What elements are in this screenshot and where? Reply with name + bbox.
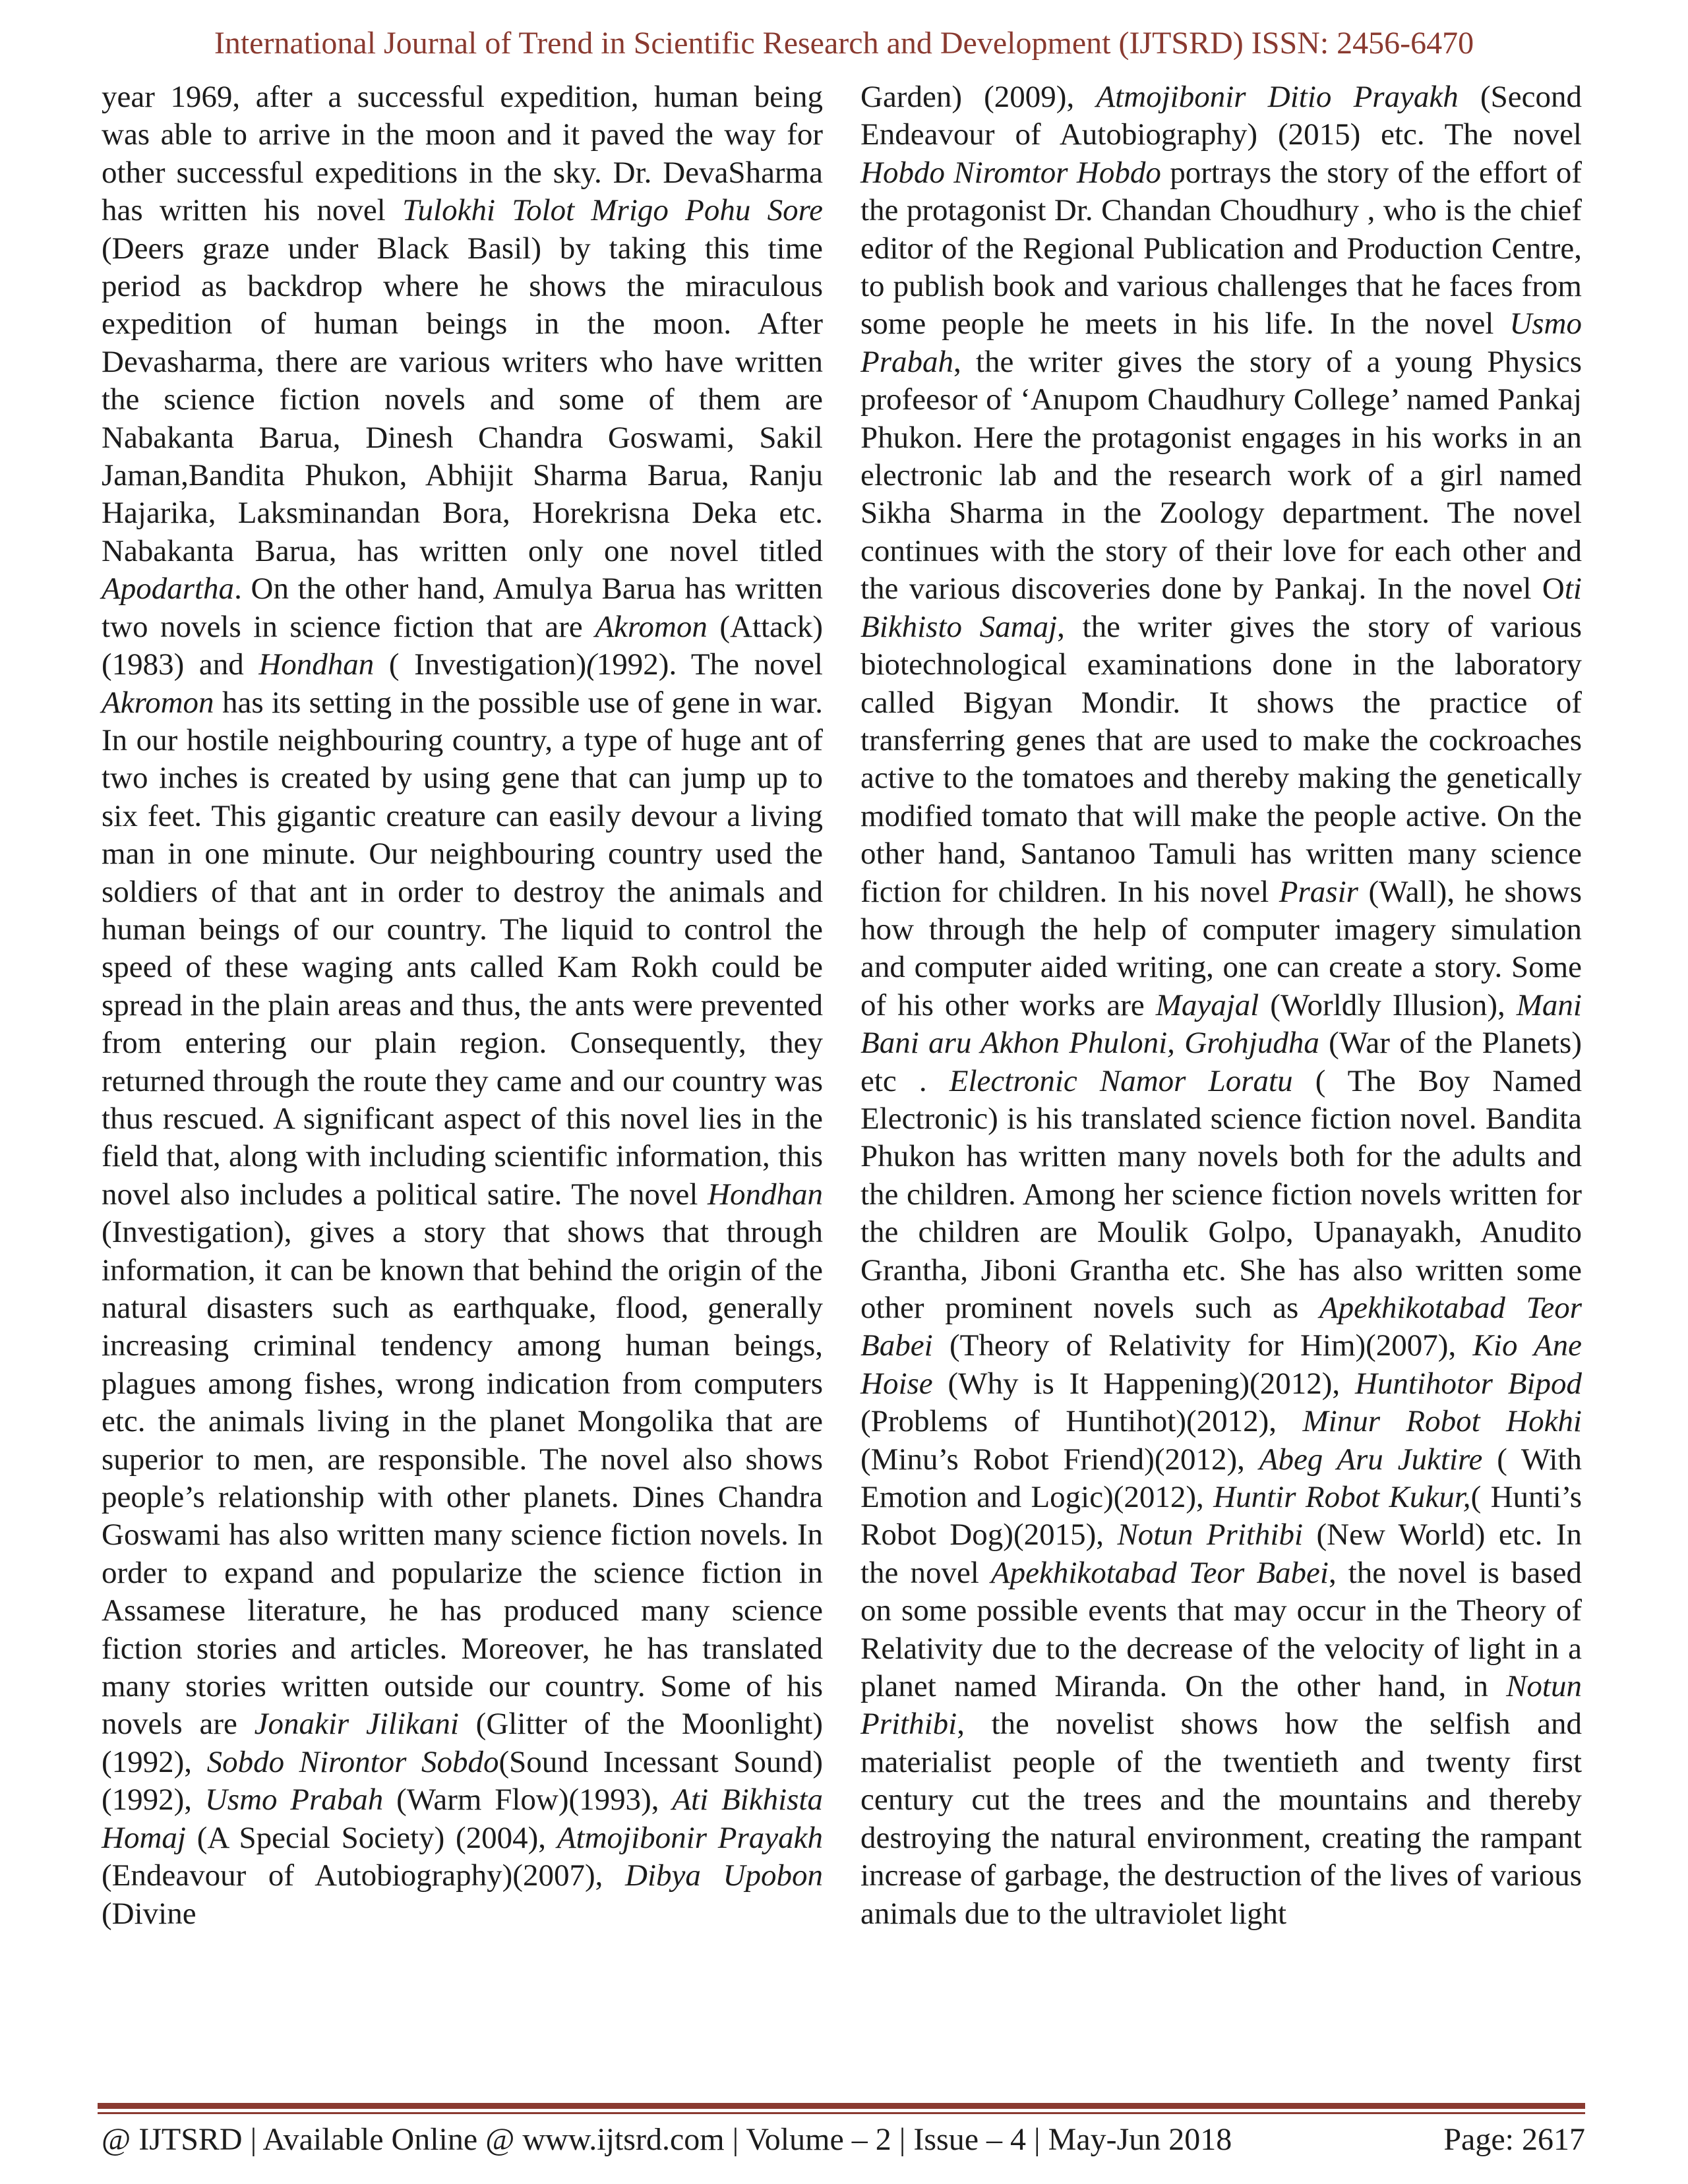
text-run: (Sound Incessant Sound)(1992), bbox=[102, 1744, 823, 1817]
text-run: portrays the story of the effort of the protagonist Dr. Chandan Choudhury , who is the chief editor of the Regional Publication and Production Centre, to publish book and various challenges that he faces from some people he meets in his life. In the novel bbox=[860, 155, 1582, 341]
italic-title-run: Akromon bbox=[102, 685, 214, 720]
italic-title-run: Apodartha bbox=[102, 572, 235, 606]
italic-title-run: ( bbox=[586, 647, 597, 682]
text-run: (Divine bbox=[102, 1896, 196, 1931]
text-run: ( With Emotion and Logic)(2012), bbox=[860, 1442, 1582, 1515]
text-run: (Wall), he shows how through the help of computer imagery simulation and computer aided writing, one can create a story. Some of his other works are bbox=[860, 874, 1582, 1022]
italic-title-run: Apekhikotabad Teor Babei bbox=[990, 1555, 1329, 1590]
text-run: 1992). The novel bbox=[596, 647, 823, 682]
text-run: , the writer gives the story of a young Physics profeesor of ‘Anupom Chaudhury College’ named Pankaj Phukon. Here the protagonist engages in his works in an electronic lab and the research work of a girl named Sikha Sharma in the Zoology department. The novel continues with the story of their love for each other and the various discoveries done by Pankaj. In the novel O bbox=[860, 344, 1582, 606]
italic-title-run: Notun Prithibi bbox=[1117, 1518, 1304, 1552]
text-run: (Minu’s Robot Friend)(2012), bbox=[860, 1442, 1259, 1477]
text-run: ( The Boy Named Electronic) is his translated science fiction novel. Bandita Phukon has written many novels both for the adults and the children. Among her science fiction novels written for the children are Moulik Golpo, Upanayakh, Anudito Grantha, Jiboni Grantha etc. She has also written some other prominent novels such as bbox=[860, 1063, 1582, 1325]
text-run: (New World) etc. In the novel bbox=[860, 1518, 1582, 1590]
left-column-text bbox=[102, 78, 823, 1933]
italic-title-run: Akromon bbox=[595, 609, 708, 644]
text-run: (War of the Planets) etc . bbox=[860, 1026, 1582, 1098]
italic-title-run: Jonakir Jilikani bbox=[254, 1707, 459, 1742]
text-run: (Endeavour of Autobiography)(2007), bbox=[102, 1858, 626, 1893]
text-run: (Second Endeavour of Autobiography) (2015) etc. The novel bbox=[860, 80, 1582, 152]
text-run: (Deers graze under Black Basil) by taking this time period as backdrop where he shows the miraculous expedition of human beings in the moon. After Devasharma, there are various writers who have written the science fiction novels and some of them are Nabakanta Barua, Dinesh Chandra Goswami, Sakil Jaman,Bandita Phukon, Abhijit Sharma Barua, Ranju Hajarika, Laksminandan Bora, Horekrisna Deka etc. Nabakanta Barua, has written only one novel titled bbox=[102, 231, 823, 568]
text-run: ( Investigation) bbox=[374, 647, 587, 682]
footer-rule-thin bbox=[98, 2112, 1585, 2114]
italic-title-run: Minur Robot Hokhi bbox=[1302, 1404, 1582, 1439]
italic-title-run: Atmojibonir Prayakh bbox=[557, 1820, 823, 1855]
text-run: (Theory of Relativity for Him)(2007), bbox=[932, 1328, 1473, 1363]
italic-title-run: Huntir Robot Kukur, bbox=[1213, 1480, 1471, 1515]
text-run: (Why is It Happening)(2012), bbox=[932, 1366, 1355, 1401]
italic-title-run: ti Bikhisto Samaj bbox=[860, 572, 1582, 644]
italic-title-run: Usmo Prabah bbox=[204, 1783, 384, 1817]
text-run: Garden) (2009), bbox=[860, 80, 1097, 114]
italic-title-run: Atmojibonir Ditio Prayakh bbox=[1096, 80, 1459, 114]
italic-title-run: Ati Bikhista Homaj bbox=[102, 1783, 823, 1855]
left-column bbox=[102, 78, 823, 1933]
text-run: (Worldly Illusion), bbox=[1259, 988, 1517, 1022]
footer-rule bbox=[98, 2103, 1585, 2109]
italic-title-run: Kio Ane Hoise bbox=[860, 1328, 1582, 1401]
italic-title-run: Prasir bbox=[1279, 874, 1358, 909]
italic-title-run: Mayajal bbox=[1155, 988, 1259, 1022]
journal-header: International Journal of Trend in Scientific Research and Development (IJTSRD) ISSN: 2456-6470 bbox=[214, 26, 1474, 61]
footer-publication-info: @ IJTSRD | Available Online @ www.ijtsrd.com | Volume – 2 | Issue – 4 | May-Jun 2018 bbox=[102, 2122, 1232, 2157]
text-run: has its setting in the possible use of gene in war. In our hostile neighbouring country, a type of huge ant of two inches is created by using gene that can jump up to six feet. This gigantic creature can easily devour a living man in one minute. Our neighbouring country used the soldiers of that ant in order to destroy the animals and human beings of our country. The liquid to control the speed of these waging ants called Kam Rokh could be spread in the plain areas and thus, the ants were prevented from entering our plain region. Consequently, they returned through the route they came and our country was thus rescued. A significant aspect of this novel lies in the field that, along with including scientific information, this novel also includes a political satire. The novel bbox=[102, 685, 823, 1212]
text-run: . On the other hand, Amulya Barua has written two novels in science fiction that are bbox=[102, 572, 823, 644]
italic-title-run: Notun Prithibi bbox=[860, 1669, 1582, 1742]
text-run: (Problems of Huntihot)(2012), bbox=[860, 1404, 1303, 1439]
text-run: (Warm Flow)(1993), bbox=[383, 1783, 673, 1817]
text-run: (Investigation), gives a story that shows that through information, it can be known that behind the origin of the natural disasters such as earthquake, flood, generally increasing criminal tendency among human beings, plagues among fishes, wrong indication from computers etc. the animals living in the planet Mongolika that are superior to men, are responsible. The novel also shows people’s relationship with other planets. Dines Chandra Goswami has also written many science fiction novels. In order to expand and popularize the science fiction in Assamese literature, he has produced many science fiction stories and articles. Moreover, he has translated many stories written outside our country. Some of his novels are bbox=[102, 1215, 823, 1742]
text-run: (A Special Society) (2004), bbox=[185, 1820, 557, 1855]
right-column-text bbox=[860, 78, 1582, 1933]
italic-title-run: Dibya Upobon bbox=[625, 1858, 823, 1893]
text-run: , the novelist shows how the selfish and materialist people of the twentieth and twenty first century cut the trees and the mountains and thereby destroying the natural environment, creating the rampant increase of garbage, the destruction of the lives of various animals due to the ultraviolet light bbox=[860, 1707, 1582, 1931]
text-run: (Attack) (1983) and bbox=[102, 609, 823, 682]
italic-title-run: Tulokhi Tolot Mrigo Pohu Sore bbox=[402, 193, 823, 228]
right-column bbox=[860, 78, 1582, 1933]
text-run: ( Hunti’s Robot Dog)(2015), bbox=[860, 1480, 1582, 1552]
page-number: Page: 2617 bbox=[1443, 2122, 1585, 2157]
italic-title-run: Usmo Prabah bbox=[860, 307, 1582, 379]
italic-title-run: Electronic Namor Loratu bbox=[949, 1063, 1293, 1098]
italic-title-run: Hobdo Niromtor Hobdo bbox=[860, 155, 1161, 190]
text-run: , the writer gives the story of various biotechnological examinations done in the laboratory called Bigyan Mondir. It shows the practice of transferring genes that are used to make the cockroaches active to the tomatoes and thereby making the genetically modified tomato that will make the people active. On the other hand, Santanoo Tamuli has written many science fiction for children. In his novel bbox=[860, 609, 1582, 909]
italic-title-run: Huntihotor Bipod bbox=[1354, 1366, 1582, 1401]
italic-title-run: Mani Bani aru Akhon Phuloni, Grohjudha bbox=[860, 988, 1582, 1061]
italic-title-run: Apekhikotabad Teor Babei bbox=[860, 1291, 1582, 1363]
text-run: (Glitter of the Moonlight)(1992), bbox=[102, 1707, 823, 1779]
text-run: year 1969, after a successful expedition, human being was able to arrive in the moon and it paved the way for other successful expeditions in the sky. Dr. DevaSharma has written his novel bbox=[102, 80, 823, 228]
text-run: , the novel is based on some possible events that may occur in the Theory of Relativity due to the decrease of the velocity of light in a planet named Miranda. On the other hand, in bbox=[860, 1555, 1582, 1704]
italic-title-run: Hondhan bbox=[708, 1177, 823, 1212]
italic-title-run: Abeg Aru Juktire bbox=[1259, 1442, 1483, 1477]
italic-title-run: Hondhan bbox=[258, 647, 375, 682]
italic-title-run: Sobdo Nirontor Sobdo bbox=[206, 1744, 499, 1779]
